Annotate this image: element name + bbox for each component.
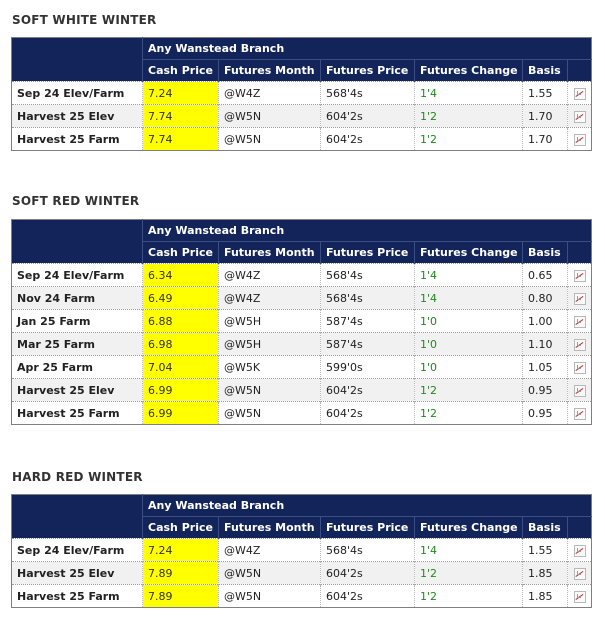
- futures-price: 604'2s: [321, 585, 415, 608]
- futures-price: 587'4s: [321, 310, 415, 333]
- cash-price: 7.89: [143, 585, 219, 608]
- table-row: [12, 402, 592, 425]
- chart-icon[interactable]: [574, 339, 586, 351]
- col-cash-price: Cash Price: [143, 517, 219, 539]
- delivery-label: Sep 24 Elev/Farm: [12, 82, 143, 105]
- delivery-label: Harvest 25 Farm: [12, 128, 143, 151]
- futures-change: 1'4: [415, 264, 523, 287]
- futures-month: @W4Z: [219, 264, 321, 287]
- delivery-label: Mar 25 Farm: [12, 333, 143, 356]
- futures-month: @W5H: [219, 310, 321, 333]
- chart-icon[interactable]: [574, 568, 586, 580]
- branch-header: Any Wanstead Branch: [143, 220, 592, 242]
- table-row: [12, 539, 592, 562]
- section-title: SOFT WHITE WINTER: [12, 13, 157, 27]
- chart-icon[interactable]: [574, 293, 586, 305]
- chart-icon[interactable]: [574, 408, 586, 420]
- basis: 1.05: [523, 356, 568, 379]
- futures-month: @W5N: [219, 562, 321, 585]
- futures-month: @W4Z: [219, 539, 321, 562]
- basis: 1.55: [523, 82, 568, 105]
- branch-header: Any Wanstead Branch: [143, 38, 592, 60]
- col-basis: Basis: [523, 517, 568, 539]
- bids-table: [11, 219, 592, 425]
- futures-change: 1'2: [415, 128, 523, 151]
- cash-price: 6.88: [143, 310, 219, 333]
- delivery-label: Harvest 25 Farm: [12, 402, 143, 425]
- col-futures-month: Futures Month: [219, 517, 321, 539]
- futures-change: 1'2: [415, 379, 523, 402]
- cash-price: 7.74: [143, 105, 219, 128]
- branch-header: Any Wanstead Branch: [143, 495, 592, 517]
- table-row: [12, 310, 592, 333]
- col-futures-change: Futures Change: [415, 60, 523, 82]
- futures-change: 1'2: [415, 402, 523, 425]
- cash-price: 7.24: [143, 539, 219, 562]
- basis: 1.85: [523, 585, 568, 608]
- col-futures-change: Futures Change: [415, 517, 523, 539]
- chart-icon[interactable]: [574, 385, 586, 397]
- delivery-label: Sep 24 Elev/Farm: [12, 264, 143, 287]
- table-row: [12, 356, 592, 379]
- cash-price: 7.74: [143, 128, 219, 151]
- table-row: [12, 105, 592, 128]
- basis: 1.70: [523, 128, 568, 151]
- table-row: [12, 82, 592, 105]
- cash-price: 6.99: [143, 379, 219, 402]
- bids-table: [11, 494, 592, 608]
- col-futures-change: Futures Change: [415, 242, 523, 264]
- table-row: [12, 128, 592, 151]
- col-cash-price: Cash Price: [143, 60, 219, 82]
- col-basis: Basis: [523, 60, 568, 82]
- futures-price: 604'2s: [321, 562, 415, 585]
- cash-price: 7.04: [143, 356, 219, 379]
- col-basis: Basis: [523, 242, 568, 264]
- futures-price: 604'2s: [321, 105, 415, 128]
- basis: 1.85: [523, 562, 568, 585]
- table-row: [12, 379, 592, 402]
- cash-price: 7.24: [143, 82, 219, 105]
- basis: 1.70: [523, 105, 568, 128]
- delivery-label: Harvest 25 Elev: [12, 105, 143, 128]
- futures-month: @W5K: [219, 356, 321, 379]
- table-row: [12, 585, 592, 608]
- futures-month: @W5N: [219, 128, 321, 151]
- section-title: HARD RED WINTER: [12, 470, 143, 484]
- basis: 1.10: [523, 333, 568, 356]
- cash-price: 7.89: [143, 562, 219, 585]
- col-futures-month: Futures Month: [219, 242, 321, 264]
- basis: 1.00: [523, 310, 568, 333]
- basis: 1.55: [523, 539, 568, 562]
- futures-price: 599'0s: [321, 356, 415, 379]
- cash-price: 6.99: [143, 402, 219, 425]
- futures-change: 1'0: [415, 333, 523, 356]
- futures-change: 1'0: [415, 356, 523, 379]
- futures-price: 568'4s: [321, 287, 415, 310]
- delivery-label: Harvest 25 Elev: [12, 562, 143, 585]
- col-futures-price: Futures Price: [321, 60, 415, 82]
- table-row: [12, 287, 592, 310]
- futures-month: @W5N: [219, 585, 321, 608]
- basis: 0.95: [523, 402, 568, 425]
- futures-change: 1'2: [415, 562, 523, 585]
- chart-icon[interactable]: [574, 134, 586, 146]
- futures-price: 604'2s: [321, 128, 415, 151]
- chart-icon[interactable]: [574, 591, 586, 603]
- futures-month: @W5N: [219, 379, 321, 402]
- futures-price: 568'4s: [321, 539, 415, 562]
- cash-price: 6.98: [143, 333, 219, 356]
- futures-price: 568'4s: [321, 82, 415, 105]
- delivery-label: Nov 24 Farm: [12, 287, 143, 310]
- col-futures-month: Futures Month: [219, 60, 321, 82]
- futures-month: @W4Z: [219, 82, 321, 105]
- futures-price: 604'2s: [321, 402, 415, 425]
- futures-change: 1'4: [415, 82, 523, 105]
- table-row: [12, 333, 592, 356]
- chart-icon[interactable]: [574, 270, 586, 282]
- futures-month: @W4Z: [219, 287, 321, 310]
- table-row: [12, 562, 592, 585]
- futures-change: 1'2: [415, 105, 523, 128]
- futures-change: 1'0: [415, 310, 523, 333]
- delivery-label: Apr 25 Farm: [12, 356, 143, 379]
- basis: 0.95: [523, 379, 568, 402]
- chart-icon[interactable]: [574, 545, 586, 557]
- futures-price: 604'2s: [321, 379, 415, 402]
- cash-price: 6.34: [143, 264, 219, 287]
- bids-table: [11, 37, 592, 151]
- delivery-label: Jan 25 Farm: [12, 310, 143, 333]
- futures-change: 1'2: [415, 585, 523, 608]
- cash-price: 6.49: [143, 287, 219, 310]
- col-cash-price: Cash Price: [143, 242, 219, 264]
- chart-icon[interactable]: [574, 362, 586, 374]
- basis: 0.65: [523, 264, 568, 287]
- chart-icon[interactable]: [574, 316, 586, 328]
- chart-icon[interactable]: [574, 88, 586, 100]
- futures-change: 1'4: [415, 539, 523, 562]
- chart-icon[interactable]: [574, 111, 586, 123]
- delivery-label: Sep 24 Elev/Farm: [12, 539, 143, 562]
- section-title: SOFT RED WINTER: [12, 194, 140, 208]
- col-futures-price: Futures Price: [321, 242, 415, 264]
- delivery-label: Harvest 25 Farm: [12, 585, 143, 608]
- futures-month: @W5N: [219, 105, 321, 128]
- basis: 0.80: [523, 287, 568, 310]
- table-row: [12, 264, 592, 287]
- col-futures-price: Futures Price: [321, 517, 415, 539]
- futures-price: 587'4s: [321, 333, 415, 356]
- delivery-label: Harvest 25 Elev: [12, 379, 143, 402]
- futures-month: @W5H: [219, 333, 321, 356]
- futures-change: 1'4: [415, 287, 523, 310]
- futures-price: 568'4s: [321, 264, 415, 287]
- futures-month: @W5N: [219, 402, 321, 425]
